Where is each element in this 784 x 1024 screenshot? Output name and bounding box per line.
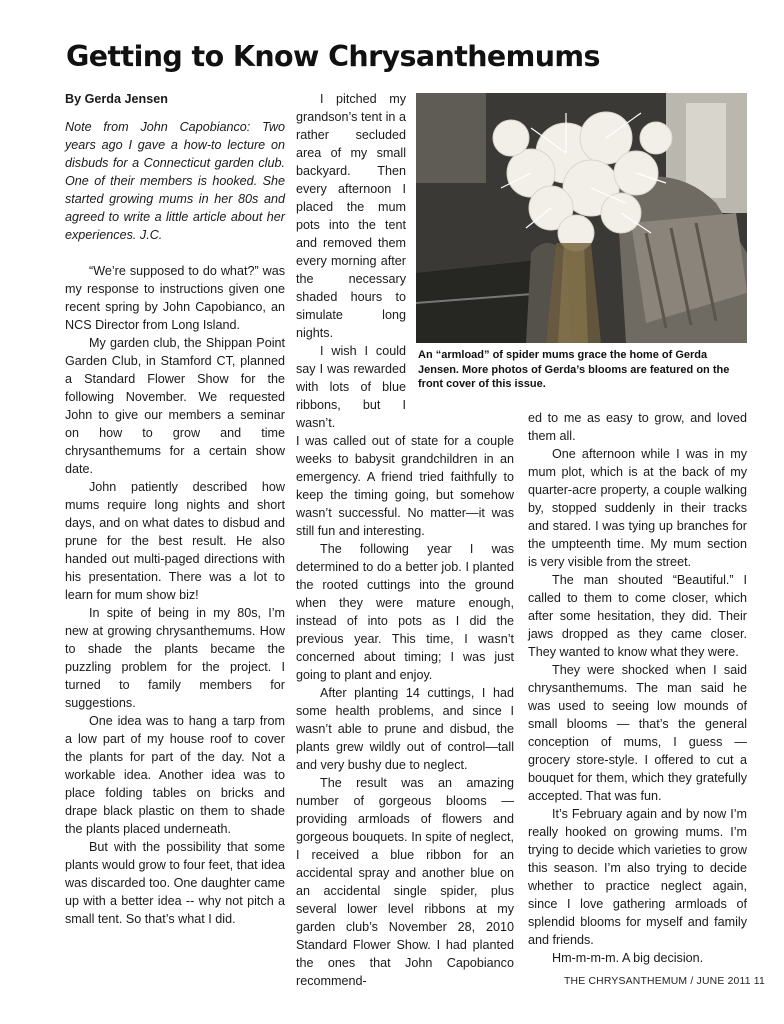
paragraph: It’s February again and by now I’m really hooked on growing mums. I’m trying to decide which varieties to grow this season. I’m also trying to decide whether to practice neglect again, since I love gathering armloads of splendid blooms for myself and family and friends. — [528, 807, 747, 947]
paragraph: I wish I could say I was rewarded with lots of blue ribbons, but I wasn’t. — [296, 344, 406, 430]
paragraph: The result was an amazing number of gorgeous blooms — providing armloads of flowers and gorgeous bouquets. In spite of neglect, I received a blue ribbon for an accidental spray and another blue on an accidental single spider, plus several lower level ribbons at my garden club’s November 28, 2010 Standard Flower Show. I had planted the ones that John Capobianco recommend- — [296, 776, 514, 988]
paragraph: ed to me as easy to grow, and loved them all. — [528, 411, 747, 443]
paragraph: The man shouted “Beautiful.” I called to them to come closer, which after some hesitation, they did. Their jaws dropped as they came closer. They wanted to know what they were. — [528, 573, 747, 659]
paragraph: I pitched my grandson’s tent in a rather secluded area of my small backyard. Then every afternoon I placed the mum pots into the tent and removed them every morning after the necessary shaded hours to simulate long nights. — [296, 92, 406, 340]
photo-caption: An “armload” of spider mums grace the home of Gerda Jensen. More photos of Gerda’s blooms are featured on the front cover of this issue. — [418, 349, 730, 390]
article-title: Getting to Know Chrysanthemums — [66, 40, 600, 73]
paragraph: “We’re supposed to do what?” was my response to instructions given one recent spring by John Capobianco, an NCS Director from Long Island. — [65, 264, 285, 332]
paragraph: But with the possibility that some plants would grow to four feet, that idea was discarded too. One daughter came up with a better idea -- why not pitch a small tent. So that’s what I did. — [65, 840, 285, 926]
page-footer: THE CHRYSANTHEMUM / JUNE 2011 11 — [564, 976, 765, 987]
paragraph: They were shocked when I said chrysanthemums. The man said he was used to seeing low mounds of small blooms — that’s the general conception of mums, I guess — grocery store-style. I offered to cut a bouquet for them, which they gratefully accepted. That was fun. — [528, 663, 747, 803]
paragraph: I was called out of state for a couple weeks to babysit grandchildren in an emergency. A friend tried faithfully to keep the timing going, but somehow wasn’t successful. No matter—it was still fun and interesting. — [296, 434, 514, 538]
paragraph: One idea was to hang a tarp from a low part of my house roof to cover the plants for part of the day. Not a workable idea. Another idea was to place folding tables on bricks and drape black plastic on them to shade the plants placed underneath. — [65, 714, 285, 836]
paragraph: The following year I was determined to do a better job. I planted the rooted cuttings into the ground when they were mature enough, instead of into pots as I did the previous year. This time, I wasn’t concerned about timing; I was just going to plant and enjoy. — [296, 542, 514, 682]
byline: By Gerda Jensen — [65, 92, 168, 106]
paragraph: In spite of being in my 80s, I’m new at growing chrysanthemums. How to shade the plants became the puzzling problem for the project. I turned to family members for suggestions. — [65, 606, 285, 710]
column-1 — [65, 90, 285, 928]
paragraph: After planting 14 cuttings, I had some health problems, and since I wasn’t able to prune and disbud, the plants grew wildly out of control—tall and very bushy due to neglect. — [296, 686, 514, 772]
paragraph: Hm-m-m-m. A big decision. — [552, 951, 704, 965]
paragraph: One afternoon while I was in my mum plot, which is at the back of my quarter-acre property, a couple walking by, stopped suddenly in their tracks and stared. I was tying up branches for the umpteenth time. My mum section is very visible from the street. — [528, 447, 747, 569]
column-3 — [528, 409, 747, 967]
editor-note: Note from John Capobianco: Two years ago I gave a how-to lecture on disbuds for a Connecticut garden club. One of their members is hooked. She started growing mums in her 80s and agreed to write a little article about her experiences. J.C. — [65, 120, 285, 242]
paragraph: My garden club, the Shippan Point Garden Club, in Stamford CT, planned a Standard Flower Show for the following November. We requested John to give our members a seminar on how to grow and time chrysanthemums for a certain show date. — [65, 336, 285, 476]
paragraph: John patiently described how mums require long nights and short days, and on what dates to disbud and prune for the best result. He also handed out multi-paged directions with his presentation. There was a lot to learn for mum show biz! — [65, 480, 285, 602]
spider-mums-photo — [416, 93, 747, 343]
